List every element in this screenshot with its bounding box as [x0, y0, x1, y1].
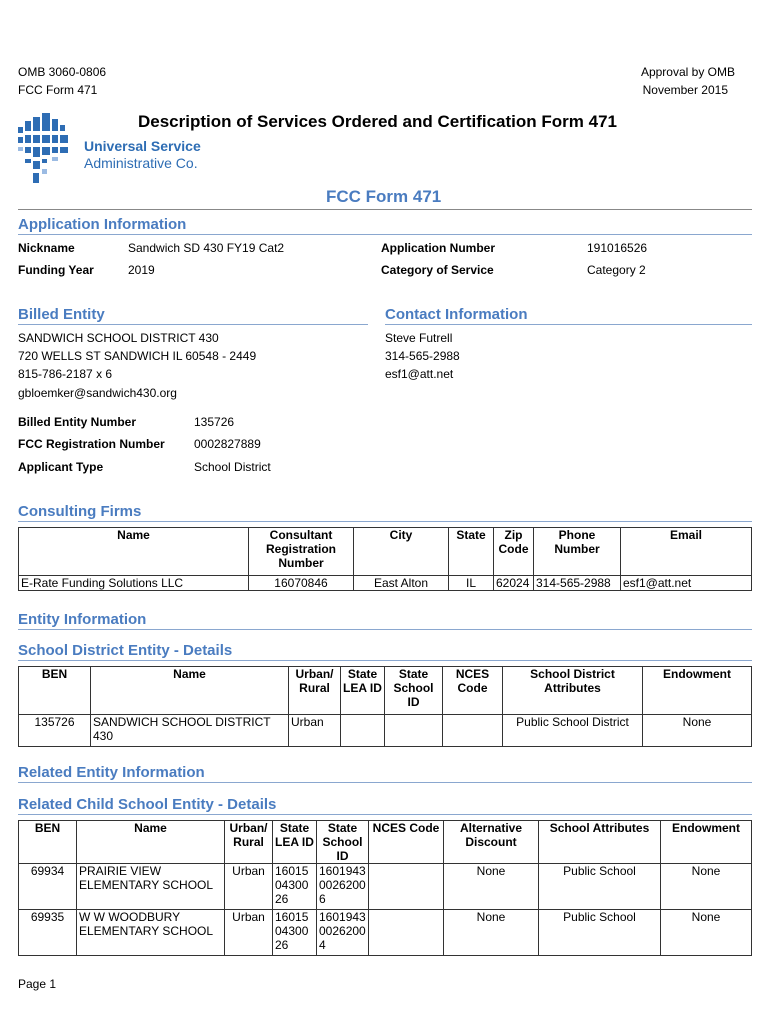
table-row	[19, 910, 752, 956]
fcc-registration-label: FCC Registration Number	[18, 437, 165, 451]
section-divider	[18, 814, 752, 815]
column-header: City	[354, 528, 449, 576]
column-header: Email	[621, 528, 752, 576]
table-cell: 160194300262006	[317, 864, 369, 910]
approval-text: Approval by OMB	[640, 65, 735, 79]
table-cell	[369, 864, 444, 910]
column-header: State School ID	[317, 821, 369, 864]
table-cell: E-Rate Funding Solutions LLC	[19, 576, 249, 591]
section-school-district-details: School District Entity - Details	[18, 642, 233, 659]
billed-entity-address: 720 WELLS ST SANDWICH IL 60548 - 2449	[18, 349, 257, 363]
table-header-row	[19, 667, 752, 715]
funding-year-label: Funding Year	[18, 263, 94, 277]
table-cell	[341, 715, 385, 747]
table-cell: 314-565-2988	[534, 576, 621, 591]
section-divider	[385, 324, 752, 325]
category-label: Category of Service	[381, 263, 494, 277]
column-header: Endowment	[661, 821, 752, 864]
logo-line-2: Administrative Co.	[84, 155, 198, 171]
related-child-school-table	[18, 820, 752, 956]
column-header: BEN	[19, 821, 77, 864]
table-cell: esf1@att.net	[621, 576, 752, 591]
table-cell: None	[444, 910, 539, 956]
section-consulting-firms: Consulting Firms	[18, 503, 142, 520]
category-value: Category 2	[587, 263, 646, 277]
table-cell: Public School District	[503, 715, 643, 747]
table-cell: Public School	[539, 910, 661, 956]
table-cell: Urban	[289, 715, 341, 747]
column-header: School Attributes	[539, 821, 661, 864]
funding-year-value: 2019	[128, 263, 155, 277]
billed-entity-email: gbloemker@sandwich430.org	[18, 386, 177, 400]
table-cell: Urban	[225, 910, 273, 956]
table-cell	[443, 715, 503, 747]
section-contact-information: Contact Information	[385, 306, 528, 323]
column-header: Zip Code	[494, 528, 534, 576]
column-header: School District Attributes	[503, 667, 643, 715]
table-cell: PRAIRIE VIEW ELEMENTARY SCHOOL	[77, 864, 225, 910]
column-header: Urban/ Rural	[289, 667, 341, 715]
table-row	[19, 715, 752, 747]
application-number-label: Application Number	[381, 241, 496, 255]
table-cell: None	[661, 864, 752, 910]
column-header: State LEA ID	[341, 667, 385, 715]
application-number-value: 191016526	[587, 241, 648, 255]
approval-date: November 2015	[642, 83, 728, 97]
contact-name: Steve Futrell	[385, 331, 453, 345]
column-header: Endowment	[643, 667, 752, 715]
table-cell: 69935	[19, 910, 77, 956]
consulting-firms-table	[18, 527, 752, 591]
logo-line-1: Universal Service	[84, 138, 201, 154]
table-cell: 69934	[19, 864, 77, 910]
form-number: FCC Form 471	[18, 83, 98, 97]
table-cell: None	[643, 715, 752, 747]
section-entity-information: Entity Information	[18, 611, 147, 628]
nickname-label: Nickname	[18, 241, 75, 255]
table-row	[19, 576, 752, 591]
section-billed-entity: Billed Entity	[18, 306, 105, 323]
table-cell: W W WOODBURY ELEMENTARY SCHOOL	[77, 910, 225, 956]
column-header: Phone Number	[534, 528, 621, 576]
column-header: NCES Code	[369, 821, 444, 864]
table-cell: 160150430026	[273, 910, 317, 956]
table-header-row	[19, 821, 752, 864]
column-header: State	[449, 528, 494, 576]
usac-logo-icon	[16, 113, 78, 185]
column-header: Name	[91, 667, 289, 715]
column-header: Name	[77, 821, 225, 864]
table-cell: Public School	[539, 864, 661, 910]
school-district-table	[18, 666, 752, 747]
table-cell: SANDWICH SCHOOL DISTRICT 430	[91, 715, 289, 747]
column-header: Alternative Discount	[444, 821, 539, 864]
column-header: Name	[19, 528, 249, 576]
table-cell: East Alton	[354, 576, 449, 591]
page-number: Page 1	[18, 977, 57, 991]
column-header: NCES Code	[443, 667, 503, 715]
page-title: Description of Services Ordered and Certification Form 471	[138, 112, 617, 131]
applicant-type-value: School District	[194, 460, 271, 474]
fcc-registration-value: 0002827889	[194, 437, 261, 451]
form-subtitle: FCC Form 471	[326, 187, 442, 206]
omb-number: OMB 3060-0806	[18, 65, 107, 79]
table-cell	[385, 715, 443, 747]
table-cell: Urban	[225, 864, 273, 910]
table-cell: 160150430026	[273, 864, 317, 910]
table-cell: 16070846	[249, 576, 354, 591]
applicant-type-label: Applicant Type	[18, 460, 104, 474]
title-divider	[18, 209, 752, 210]
column-header: Consultant Registration Number	[249, 528, 354, 576]
table-cell: 135726	[19, 715, 91, 747]
section-divider	[18, 521, 752, 522]
nickname-value: Sandwich SD 430 FY19 Cat2	[128, 241, 285, 255]
billed-entity-number-label: Billed Entity Number	[18, 415, 137, 429]
billed-entity-number-value: 135726	[194, 415, 235, 429]
table-cell: IL	[449, 576, 494, 591]
section-related-entity-information: Related Entity Information	[18, 764, 205, 781]
section-application-information: Application Information	[18, 216, 187, 233]
column-header: State School ID	[385, 667, 443, 715]
table-cell: None	[444, 864, 539, 910]
section-divider	[18, 660, 752, 661]
section-divider	[18, 782, 752, 783]
column-header: BEN	[19, 667, 91, 715]
table-cell: 160194300262004	[317, 910, 369, 956]
contact-phone: 314-565-2988	[385, 349, 460, 363]
table-cell	[369, 910, 444, 956]
section-divider	[18, 324, 368, 325]
billed-entity-name: SANDWICH SCHOOL DISTRICT 430	[18, 331, 219, 345]
table-row	[19, 864, 752, 910]
section-related-child-school-details: Related Child School Entity - Details	[18, 796, 277, 813]
billed-entity-phone: 815-786-2187 x 6	[18, 367, 113, 381]
table-cell: None	[661, 910, 752, 956]
table-cell: 62024	[494, 576, 534, 591]
table-header-row	[19, 528, 752, 576]
contact-email: esf1@att.net	[385, 367, 454, 381]
column-header: Urban/ Rural	[225, 821, 273, 864]
column-header: State LEA ID	[273, 821, 317, 864]
section-divider	[18, 629, 752, 630]
section-divider	[18, 234, 752, 235]
